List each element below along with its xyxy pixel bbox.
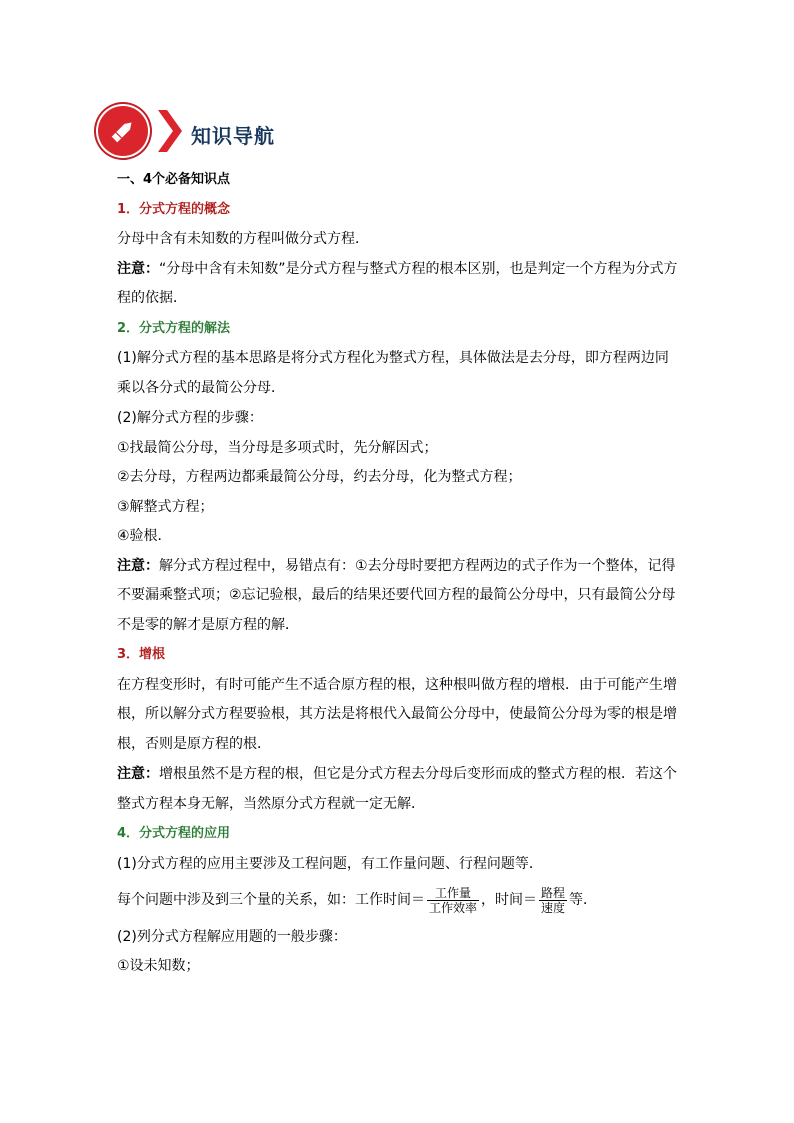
paragraph: 在方程变形时，有时可能产生不适合原方程的根，这种根叫做方程的增根．由于可能产生增根，所以解分式方程要验根，其方法是将根代入最简公分母中，使最简公分母为零的根是增根，否则是原方程的根． xyxy=(117,676,677,752)
list-item: ②去分母，方程两边都乘最简公分母，约去分母，化为整式方程； xyxy=(117,469,522,485)
list-item: ①找最简公分母，当分母是多项式时，先分解因式； xyxy=(117,439,438,456)
fraction-numerator: 路程 xyxy=(541,885,566,900)
heading-extraneous-root: 3．增根 xyxy=(117,647,166,662)
heading-concept: 1．分式方程的概念 xyxy=(117,201,231,217)
fraction-work-time xyxy=(427,886,479,915)
paragraph: (1)分式方程的应用主要涉及工程问题，有工作量问题、行程问题等． xyxy=(117,855,543,872)
paragraph: (2)解分式方程的步骤： xyxy=(117,410,263,426)
section-heading: 一、4个必备知识点 xyxy=(117,172,231,187)
formula-line xyxy=(117,883,682,917)
note-label: 注意： xyxy=(117,260,159,277)
heading-solution: 2．分式方程的解法 xyxy=(117,320,231,336)
fraction-numerator: 工作量 xyxy=(427,886,479,901)
heading-application: 4．分式方程的应用 xyxy=(117,826,231,841)
formula-prefix: 每个问题中涉及到三个量的关系，如：工作时间＝ xyxy=(117,892,425,908)
chevron-right-icon xyxy=(158,110,182,152)
paragraph: (2)列分式方程解应用题的一般步骤： xyxy=(117,928,347,945)
document-content xyxy=(117,170,682,986)
formula-suffix: 等． xyxy=(569,892,598,908)
section-header xyxy=(98,106,398,166)
paragraph: (1)解分式方程的基本思路是将分式方程化为整式方程，具体做法是去分母，即方程两边同乘以各分式的最简公分母． xyxy=(117,350,669,396)
paragraph: 分母中含有未知数的方程叫做分式方程． xyxy=(117,231,369,247)
note-paragraph xyxy=(117,760,682,819)
list-item: ④验根． xyxy=(117,528,172,544)
list-item: ①设未知数； xyxy=(117,958,200,974)
note-label: 注意： xyxy=(117,766,159,782)
note-text: “分母中含有未知数”是分式方程与整式方程的根本区别，也是判定一个方程为分式方程的依据． xyxy=(117,260,678,306)
note-label: 注意： xyxy=(117,557,159,574)
pencil-logo xyxy=(98,106,148,156)
note-paragraph xyxy=(117,552,682,641)
formula-mid: ，时间＝ xyxy=(481,892,538,908)
pencil-icon xyxy=(109,117,137,145)
note-paragraph xyxy=(117,255,682,314)
fraction-denominator: 工作效率 xyxy=(429,900,478,915)
list-item: ③解整式方程； xyxy=(117,498,214,515)
page-title: 知识导航 xyxy=(191,124,275,148)
fraction-time xyxy=(539,886,567,915)
note-text: 解分式方程过程中，易错点有：①去分母时要把方程两边的式子作为一个整体，记得不要漏乘整式项；②忘记验根，最后的结果还要代回方程的最简公分母中，只有最简公分母不是零的解才是原方程的解． xyxy=(117,557,676,633)
note-text: 增根虽然不是方程的根，但它是分式方程去分母后变形而成的整式方程的根．若这个整式方程本身无解，当然原分式方程就一定无解． xyxy=(117,766,677,812)
fraction-denominator: 速度 xyxy=(541,900,566,915)
